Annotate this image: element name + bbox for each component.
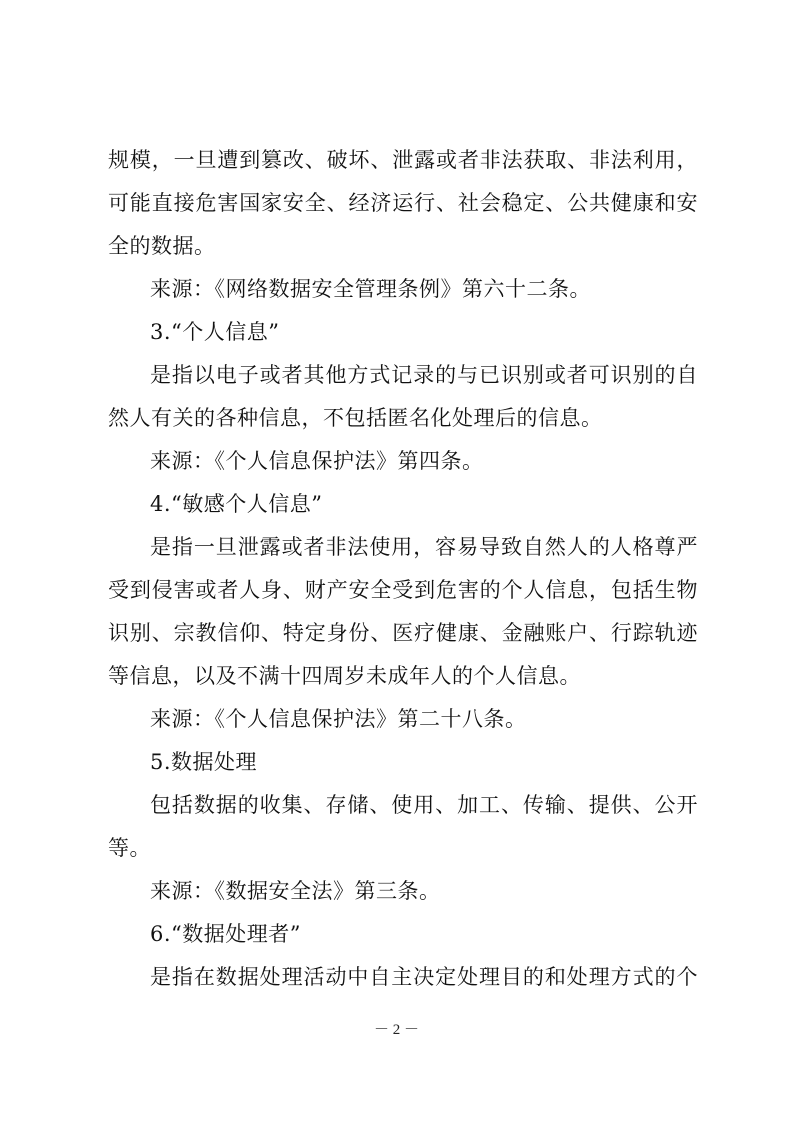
page-number: － 2 － <box>373 1022 419 1038</box>
source-citation: 来源：《数据安全法》第三条。 <box>150 879 441 903</box>
source-citation: 来源：《个人信息保护法》第二十八条。 <box>150 707 527 731</box>
paragraph-line: 包括数据的收集、存储、使用、加工、传输、提供、公开 <box>150 793 698 817</box>
paragraph-line: 识别、宗教信仰、特定身份、医疗健康、金融账户、行踪轨迹 <box>108 621 698 645</box>
paragraph-line: 是指在数据处理活动中自主决定处理目的和处理方式的个 <box>150 965 698 989</box>
paragraph-line: 等。 <box>108 836 151 860</box>
source-citation: 来源：《个人信息保护法》第四条。 <box>150 449 484 473</box>
section-heading: 5.数据处理 <box>150 750 258 774</box>
source-citation: 来源：《网络数据安全管理条例》第六十二条。 <box>150 277 591 301</box>
paragraph-line: 是指一旦泄露或者非法使用，容易导致自然人的人格尊严 <box>150 535 698 559</box>
paragraph-line: 可能直接危害国家安全、经济运行、社会稳定、公共健康和安 <box>108 191 698 215</box>
paragraph-line: 全的数据。 <box>108 234 216 258</box>
paragraph-line: 等信息，以及不满十四周岁未成年人的个人信息。 <box>108 664 581 688</box>
paragraph-line: 受到侵害或者人身、财产安全受到危害的个人信息，包括生物 <box>108 578 698 602</box>
paragraph-line: 然人有关的各种信息，不包括匿名化处理后的信息。 <box>108 406 603 430</box>
paragraph-line: 是指以电子或者其他方式记录的与已识别或者可识别的自 <box>150 363 698 387</box>
section-heading: 4.“敏感个人信息” <box>150 492 323 516</box>
section-heading: 3.“个人信息” <box>150 320 280 344</box>
section-heading: 6.“数据处理者” <box>150 922 302 946</box>
paragraph-line: 规模，一旦遭到篡改、破坏、泄露或者非法获取、非法利用， <box>108 148 698 172</box>
